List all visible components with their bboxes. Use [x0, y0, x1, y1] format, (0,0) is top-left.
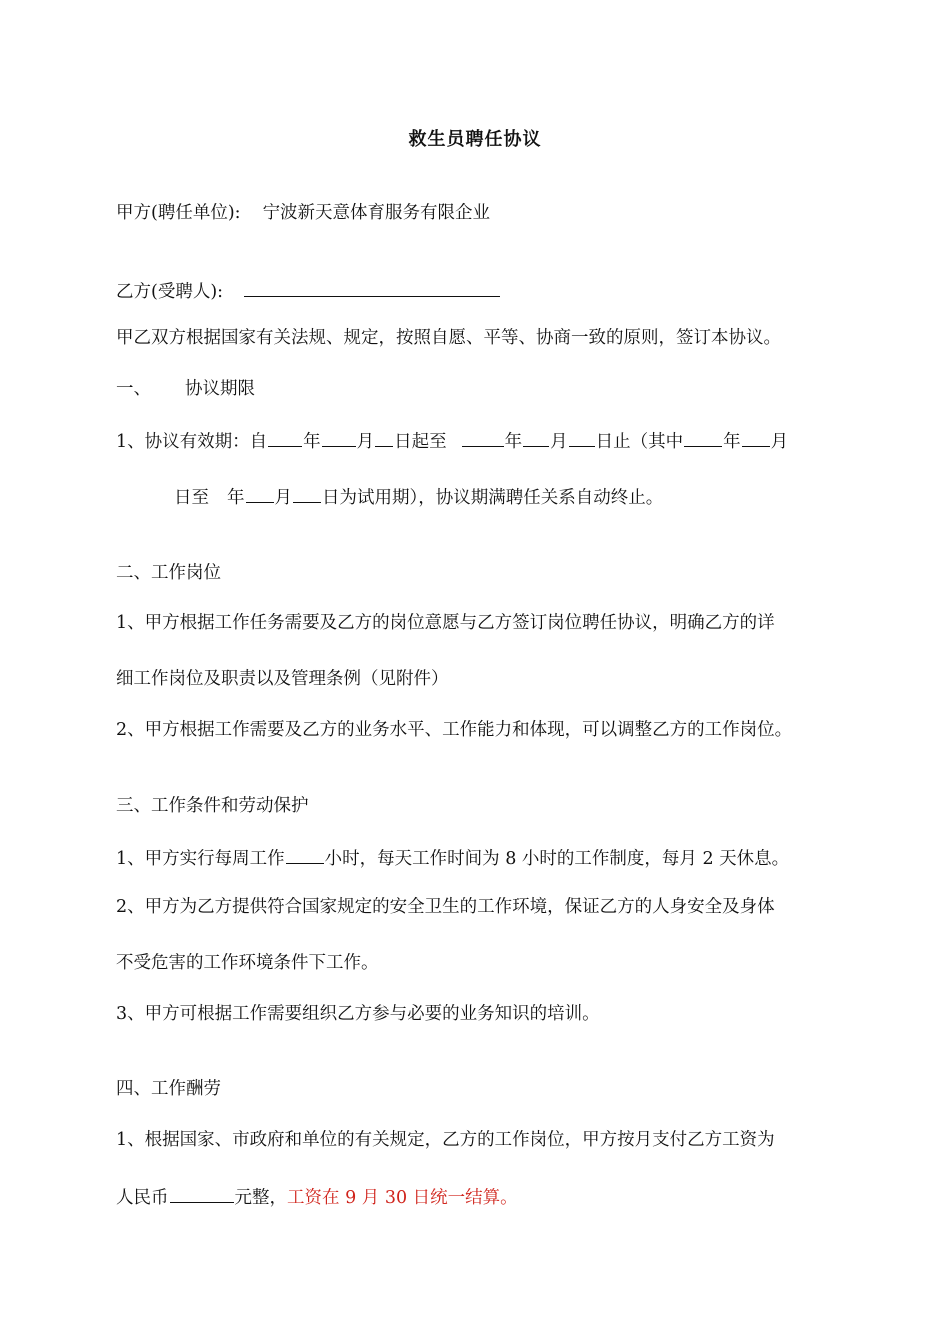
party-b-name-blank [244, 278, 500, 297]
year-label: 年 [504, 432, 523, 452]
settlement-note: 工资在 9 月 30 日统一结算。 [287, 1188, 518, 1208]
party-b-line [116, 278, 910, 304]
section2-item1-line1: 1、甲方根据工作任务需要及乙方的岗位意愿与乙方签订岗位聘任协议，明确乙方的详 [116, 613, 775, 633]
section2-item1-line2: 细工作岗位及职责以及管理条例（见附件） [116, 669, 449, 689]
section1-heading-text: 协议期限 [185, 379, 255, 399]
month-label: 月 [356, 432, 375, 452]
end-label: 日止（其中 [595, 432, 684, 452]
section2-item2: 2、甲方根据工作需要及乙方的业务水平、工作能力和体现，可以调整乙方的工作岗位。 [116, 720, 793, 740]
start-month-blank [322, 428, 356, 447]
section2-heading: 二、工作岗位 [116, 563, 221, 583]
section1-item1-line1 [116, 428, 910, 454]
trial-period-text: 日为试用期），协议期满聘任关系自动终止。 [322, 488, 664, 508]
month-label: 月 [770, 432, 789, 452]
section3-item1 [116, 845, 910, 871]
section3-item3: 3、甲方可根据工作需要组织乙方参与必要的业务知识的培训。 [116, 1004, 600, 1024]
end-month-blank [523, 428, 549, 447]
start-day-blank [375, 428, 393, 447]
year-label: 年 [227, 488, 245, 508]
salary-currency-label: 人民币 [116, 1188, 169, 1208]
end-day-blank [569, 428, 595, 447]
section1-heading [116, 377, 910, 401]
trial-end-month-blank [246, 484, 274, 503]
section3-item2-line2: 不受危害的工作环境条件下工作。 [116, 953, 379, 973]
party-a-label: 甲方(聘任单位): [116, 203, 241, 223]
weekly-hours-blank [286, 845, 324, 864]
month-label: 月 [274, 488, 292, 508]
section1-item1-line2 [174, 484, 910, 510]
section4-item1-line1: 1、根据国家、市政府和单位的有关规定，乙方的工作岗位，甲方按月支付乙方工资为 [116, 1130, 775, 1150]
year-label: 年 [723, 432, 741, 452]
section3-item2-line1: 2、甲方为乙方提供符合国家规定的安全卫生的工作环境，保证乙方的人身安全及身体 [116, 897, 775, 917]
month-label: 月 [550, 432, 568, 452]
trial-year-blank [684, 428, 722, 447]
trial-end-day-blank [293, 484, 321, 503]
party-a-value: 宁波新天意体育服务有限企业 [262, 203, 491, 223]
year-label: 年 [303, 432, 321, 452]
work-schedule-text: 小时，每天工作时间为 8 小时的工作制度，每月 2 天休息。 [324, 849, 790, 869]
start-year-blank [268, 428, 302, 447]
section3-heading: 三、工作条件和劳动保护 [116, 796, 309, 816]
salary-unit-label: 元整， [234, 1188, 287, 1208]
start-to-label: 日起至 [394, 432, 447, 452]
section4-heading: 四、工作酬劳 [116, 1079, 221, 1099]
weekly-hours-label: 1、甲方实行每周工作 [116, 849, 285, 869]
end-year-blank [462, 428, 504, 447]
day-to-label: 日至 [174, 488, 209, 508]
party-a-line [116, 201, 910, 225]
section4-item1-line2 [116, 1184, 910, 1210]
trial-month-blank [742, 428, 770, 447]
intro-paragraph: 甲乙双方根据国家有关法规、规定，按照自愿、平等、协商一致的原则，签订本协议。 [116, 328, 781, 348]
document-title: 救生员聘任协议 [408, 129, 542, 150]
term-from-label: 1、协议有效期：自 [116, 432, 268, 452]
party-b-label: 乙方(受聘人): [116, 282, 224, 302]
section1-heading-num: 一、 [116, 379, 151, 399]
salary-amount-blank [170, 1184, 234, 1203]
